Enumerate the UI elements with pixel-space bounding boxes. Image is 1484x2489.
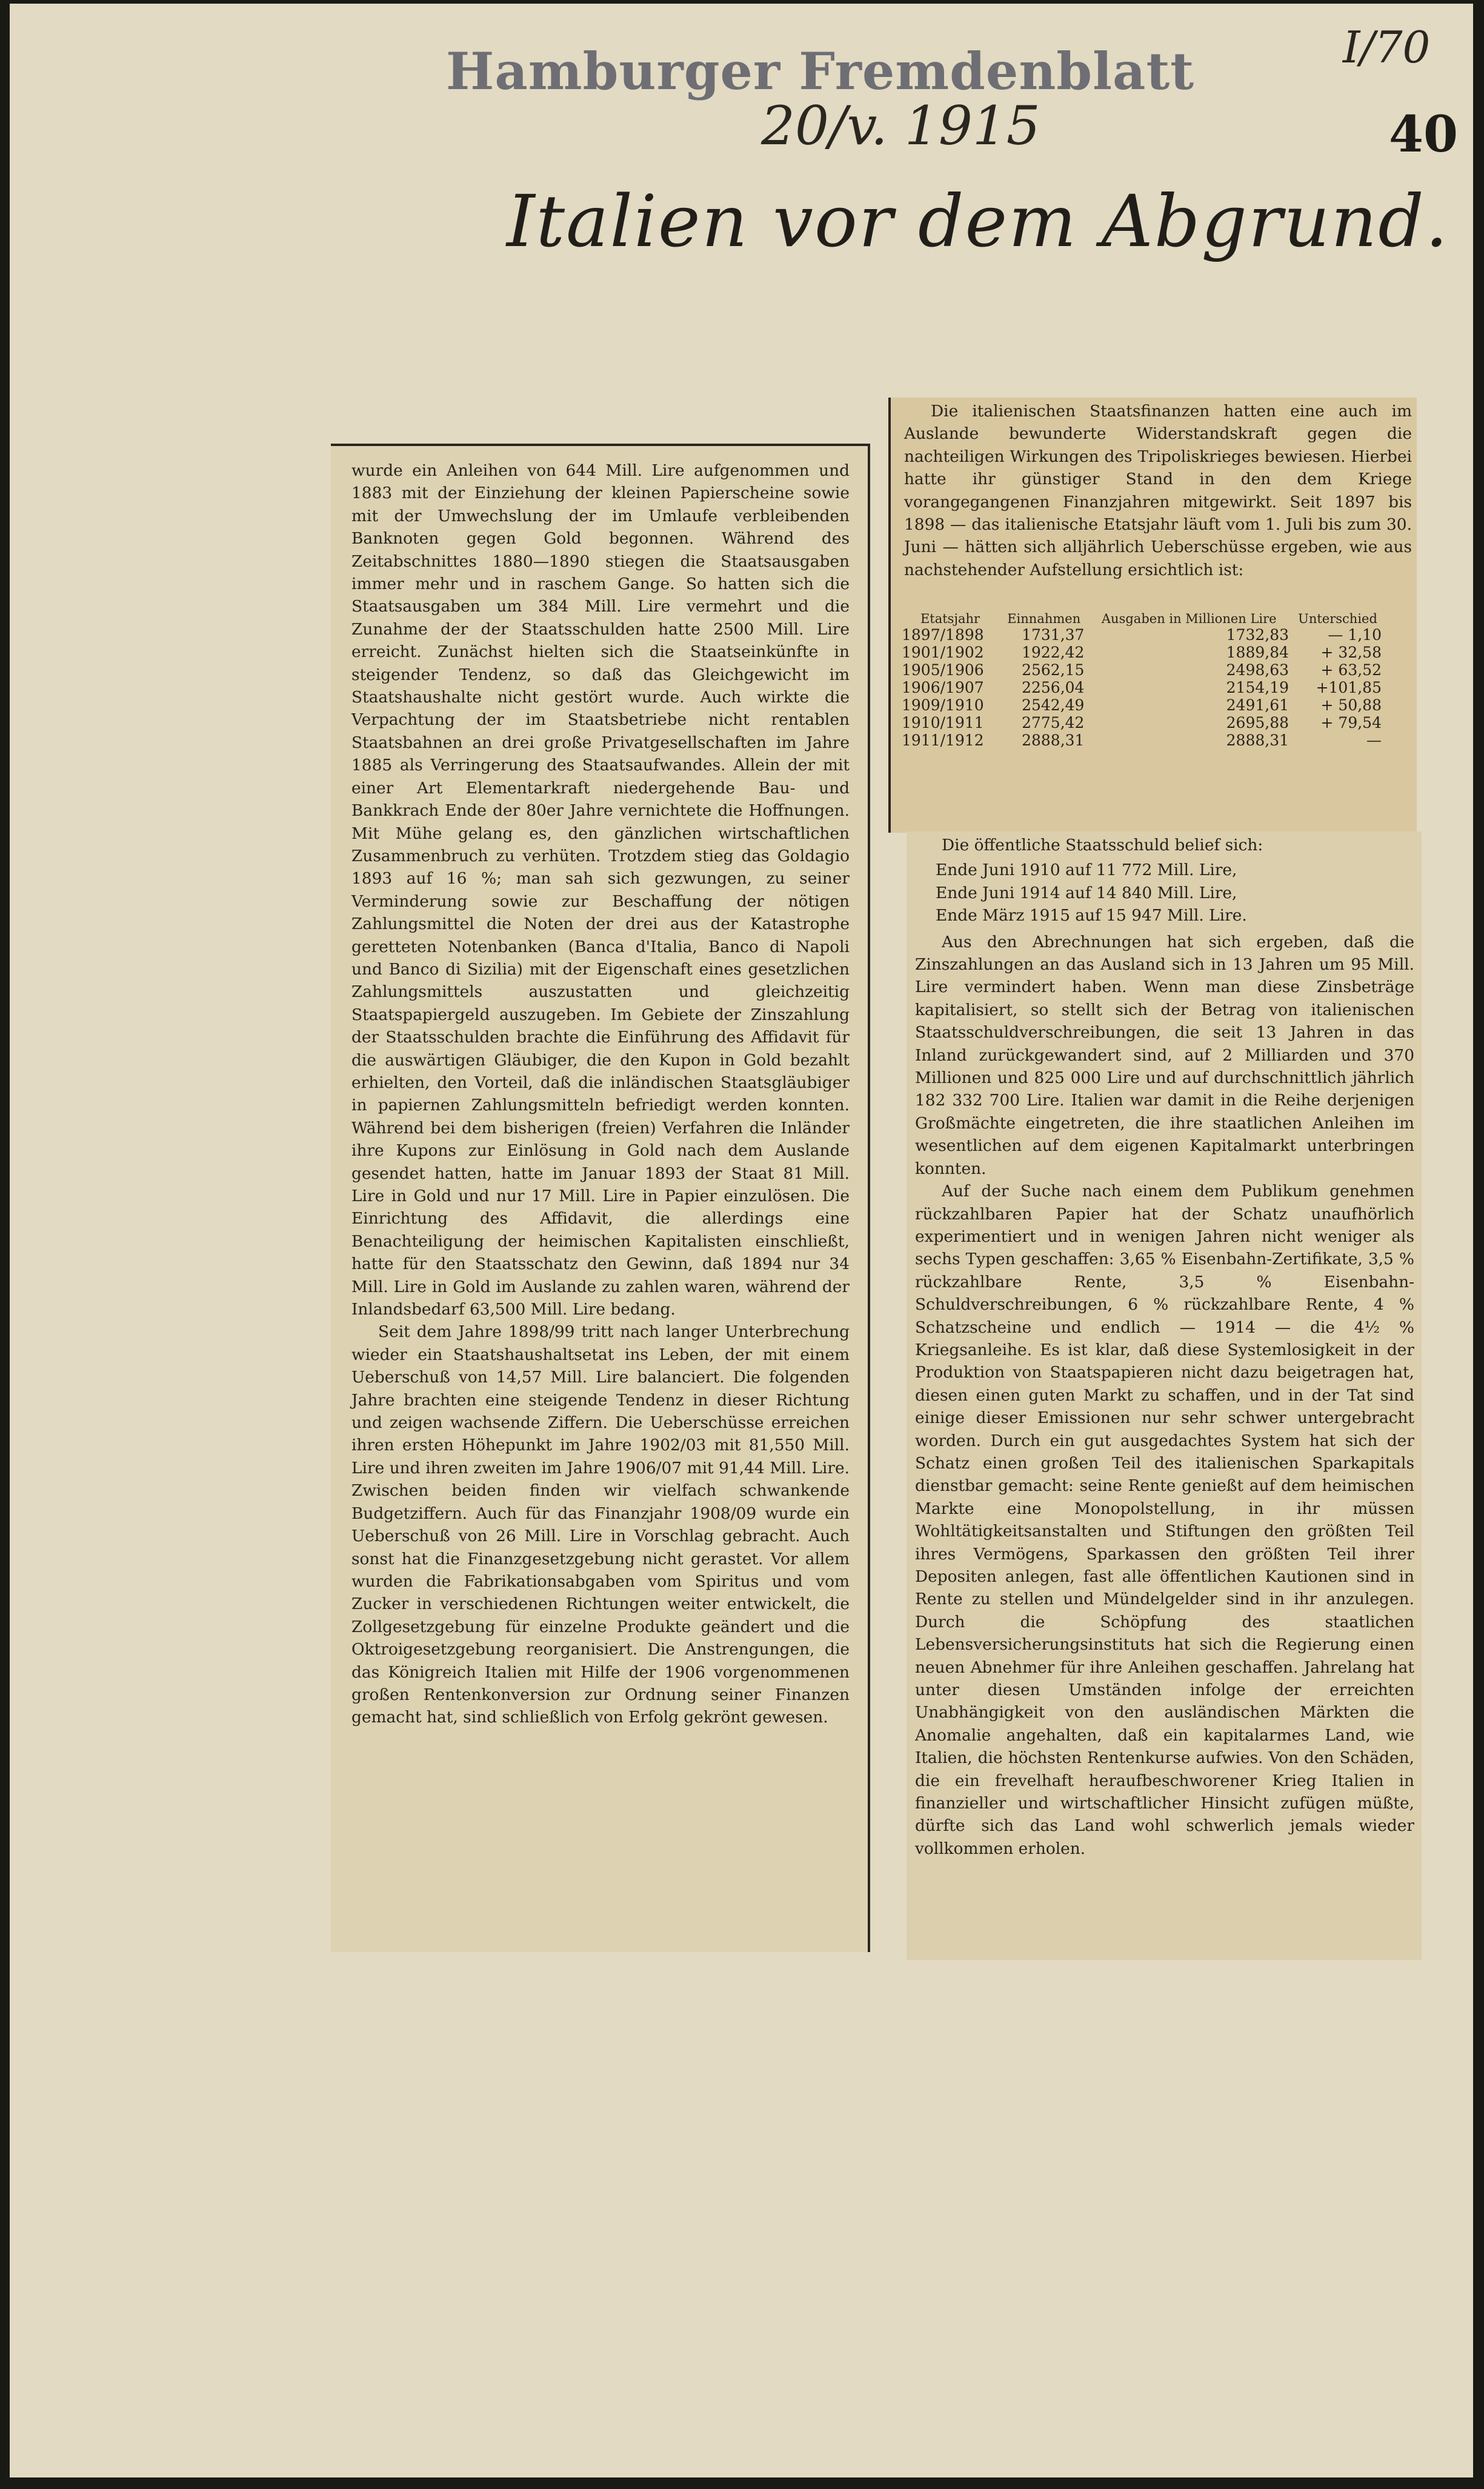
table-cell: 2542,49 (1022, 696, 1085, 714)
table-cell: 1901/1902 (902, 644, 984, 661)
table-cell: 2888,31 (1022, 731, 1085, 749)
handwritten-title: Italien vor dem Abgrund. (507, 179, 1449, 263)
table-cell: 2154,19 (1226, 679, 1289, 696)
table-header: Unterschied (1298, 611, 1377, 626)
table-cell: 2562,15 (1022, 661, 1085, 679)
debt-line: Ende Juni 1914 auf 14 840 Mill. Lire, (936, 883, 1237, 902)
left-paragraph-2: Seit dem Jahre 1898/99 tritt nach langer Unterbrechung wieder ein Staatshaushaltsetat ins Leben, der mit einem Ueberschuß von 14,57 Mill. Lire balanciert. Die folgenden Jahre brachten eine steigende Tendenz in dieser Richtung und zeigen wachsende Ziffern. Die Ueberschüsse erreichen ihren ersten Höhepunkt im Jahre 1902/03 mit 81,550 Mill. Lire und ihren zweiten im Jahre 1906/07 mit 91,44 Mill. Lire. Zwischen beiden finden wir vielfach schwankende Budgetziffern. Auch für das Finanzjahr 1908/09 wurde ein Ueberschuß von 26 Mill. Lire in Vorschlag gebracht. Auch sonst hat die Finanzgesetzgebung nicht gerastet. Vor allem wurden die Fabrikationsabgaben vom Spiritus und vom Zucker in verschiedenen Richtungen weiter entwickelt, die Zollgesetzgebung für einzelne Produkte geändert und die Oktroigesetzgebung reorganisiert. Die Anstrengungen, die das Königreich Italien mit Hilfe der 1906 vorgenommenen großen Rentenkonversion zur Ordnung seiner Finanzen gemacht hat, sind schließlich von Erfolg gekrönt gewesen. (351, 1322, 850, 1727)
table-cell: 1889,84 (1226, 644, 1289, 661)
table-cell: 1911/1912 (902, 731, 984, 749)
table-header: Einnahmen (1007, 611, 1081, 626)
debt-line: Ende März 1915 auf 15 947 Mill. Lire. (936, 906, 1247, 925)
table-cell: + 79,54 (1320, 714, 1382, 731)
table-cell: 2491,61 (1226, 696, 1289, 714)
table-cell: 1910/1911 (902, 714, 984, 731)
table-cell: 2498,63 (1226, 661, 1289, 679)
archive-page (10, 4, 1473, 2477)
page-number: 40 (1389, 105, 1459, 164)
table-row (899, 644, 1384, 661)
table-cell: 1922,42 (1022, 644, 1085, 661)
table-cell: — (1366, 731, 1382, 749)
table-row (899, 714, 1384, 731)
debt-intro: Die öffentliche Staatsschuld belief sich: (942, 836, 1263, 855)
table-row (899, 731, 1384, 749)
left-clipping (331, 444, 870, 1952)
table-cell: + 63,52 (1320, 661, 1382, 679)
newspaper-name: Hamburger Fremdenblatt (446, 41, 1195, 101)
table-header: Ausgaben in Millionen Lire (1101, 611, 1277, 626)
left-paragraph-1: wurde ein Anleihen von 644 Mill. Lire aufgenommen und 1883 mit der Einziehung der kleinen Papierscheine sowie mit der Umwechslung der im Umlaufe verbleibenden Banknoten gegen Gold begonnen. Während des Zeitabschnittes 1880—1890 stiegen die Staatsausgaben immer mehr und in raschem Gange. So hatten sich die Staatsausgaben um 384 Mill. Lire vermehrt und die Zunahme der der Staatsschulden hatte 2500 Mill. Lire erreicht. Zunächst hielten sich die Staatseinkünfte in steigender Tendenz, so daß das Gleichgewicht im Staatshaushalte nicht gestört wurde. Auch wirkte die Verpachtung der im Staatsbetriebe nicht rentablen Staatsbahnen an drei große Privatgesellschaften im Jahre 1885 als Verringerung des Staatsaufwandes. Allein der mit einer Art Elementarkraft niedergehende Bau- und Bankkrach Ende der 80er Jahre vernichtete die Hoffnungen. Mit Mühe gelang es, den gänzlichen wirtschaftlichen Zusammenbruch zu verhüten. Trotzdem stieg das Goldagio 1893 auf 16 %; man sah sich gezwungen, zu seiner Verminderung sowie zur Beschaffung der nötigen Zahlungsmittel die Noten der drei aus der Katastrophe geretteten Notenbanken (Banca d'Italia, Banco di Napoli und Banco di Sizilia) mit der Eigenschaft eines gesetzlichen Zahlungsmittels auszustatten und gleichzeitig Staatspapiergeld auszugeben. Im Gebiete der Zinszahlung der Staatsschulden brachte die Einführung des Affidavit für die auswärtigen Gläubiger, die den Kupon in Gold bezahlt erhielten, den Vorteil, daß die inländischen Staatsgläubiger in papiernen Zahlungsmitteln befriedigt werden konnten. Während bei dem bisherigen (freien) Verfahren die Inländer ihre Kupons zur Einlösung in Gold nach dem Auslande gesendet hatten, hatte im Januar 1893 der Staat 81 Mill. Lire in Gold und nur 17 Mill. Lire in Papier einzulösen. Die Einrichtung des Affidavit, die allerdings eine Benachteiligung der heimischen Kapitalisten einschließt, hatte für den Staatsschatz den Gewinn, daß 1894 nur 34 Mill. Lire in Gold im Auslande zu zahlen waren, während der Inlandsbedarf 63,500 Mill. Lire bedang. (351, 461, 850, 1319)
right-clipping-bottom (907, 831, 1422, 1960)
table-cell: 1897/1898 (902, 626, 984, 644)
handwritten-date: 20/v. 1915 (761, 95, 1040, 157)
intro-paragraph: Die italienischen Staatsfinanzen hatten eine auch im Auslande bewunderte Widerstandskraft gegen die nachteiligen Wirkungen des Tripoliskrieges bewiesen. Hierbei hatte ihr günstiger Stand in den dem Kriege vorangegangenen Finanzjahren mitgewirkt. Seit 1897 bis 1898 — das italienische Etatsjahr läuft vom 1. Juli bis zum 30. Juni — hätten sich alljährlich Ueberschüsse ergeben, wie aus nachstehender Aufstellung ersichtlich ist: (904, 402, 1412, 579)
table-row (899, 679, 1384, 696)
debt-line: Ende Juni 1910 auf 11 772 Mill. Lire, (936, 861, 1237, 880)
corner-annotation: I/70 (1343, 22, 1431, 73)
table-cell: 1906/1907 (902, 679, 984, 696)
right-column-intro (904, 400, 1412, 581)
right-clipping-top (888, 398, 1417, 833)
table-row (899, 661, 1384, 679)
table-cell: — 1,10 (1328, 626, 1382, 644)
table-header: Etatsjahr (920, 611, 980, 626)
table-cell: 1732,83 (1226, 626, 1289, 644)
table-row (899, 696, 1384, 714)
table-header-row (899, 612, 1384, 626)
table-cell: +101,85 (1316, 679, 1382, 696)
left-column-text (351, 459, 850, 1729)
table-row (899, 626, 1384, 644)
table-cell: 2888,31 (1226, 731, 1289, 749)
budget-table (899, 612, 1384, 749)
table-cell: + 32,58 (1320, 644, 1382, 661)
debt-list (915, 859, 1414, 927)
right-paragraph-2: Auf der Suche nach einem dem Publikum genehmen rückzahlbaren Papier hat der Schatz unaufhörlich experimentiert und in wenigen Jahren nicht weniger als sechs Typen geschaffen: 3,65 % Eisenbahn-Zertifikate, 3,5 % rückzahlbare Rente, 3,5 % Eisenbahn-Schuldverschreibungen, 6 % rückzahlbare Rente, 4 % Schatzscheine und endlich — 1914 — die 4½ % Kriegsanleihe. Es ist klar, daß diese Systemlosigkeit in der Produktion von Staatspapieren nicht dazu beigetragen hat, diesen einen guten Markt zu schaffen, und in der Tat sind einige dieser Emissionen nur sehr schwer untergebracht worden. Durch ein gut ausgedachtes System hat sich der Schatz einen großen Teil des italienischen Sparkapitals dienstbar gemacht: seine Rente genießt auf dem heimischen Markte eine Monopolstellung, in ihr müssen Wohltätigkeitsanstalten und Stiftungen den größten Teil ihres Vermögens, Sparkassen den größten Teil ihrer Depositen anlegen, fast alle öffentlichen Kautionen sind in Rente zu stellen und Mündelgelder sind in ihr anzulegen. Durch die Schöpfung des staatlichen Lebensversicherungsinstituts hat sich die Regierung einen neuen Abnehmer für ihre Anleihen geschaffen. Jahrelang hat unter diesen Umständen infolge der erreichten Unabhängigkeit von den ausländischen Märkten die Anomalie angehalten, daß ein kapitalarmes Land, wie Italien, die höchsten Rentenkurse aufwies. Von den Schäden, die ein frevelhaft heraufbeschworener Krieg Italien in finanzieller und wirtschaftlicher Hinsicht zufügen müßte, dürfte sich das Land wohl schwerlich jemals wieder vollkommen erholen. (915, 1182, 1414, 1858)
table-cell: + 50,88 (1320, 696, 1382, 714)
table-cell: 2256,04 (1022, 679, 1085, 696)
table-cell: 2775,42 (1022, 714, 1085, 731)
table-cell: 1905/1906 (902, 661, 984, 679)
table-cell: 2695,88 (1226, 714, 1289, 731)
table-cell: 1909/1910 (902, 696, 984, 714)
right-column-text (915, 834, 1414, 1860)
table-cell: 1731,37 (1022, 626, 1085, 644)
right-paragraph-1: Aus den Abrechnungen hat sich ergeben, daß die Zinszahlungen an das Ausland sich in 13 Jahren um 95 Mill. Lire vermindert haben. Wenn man diese Zinsbeträge kapitalisiert, so stellt sich der Betrag von italienischen Staatsschuldverschreibungen, die seit 13 Jahren in das Inland zurückgewandert sind, auf 2 Milliarden und 370 Millionen und 825 000 Lire und auf durchschnittlich jährlich 182 332 700 Lire. Italien war damit in die Reihe derjenigen Großmächte eingetreten, die ihre staatlichen Anleihen im wesentlichen auf dem eigenen Kapitalmarkt unterbringen konnten. (915, 932, 1414, 1178)
